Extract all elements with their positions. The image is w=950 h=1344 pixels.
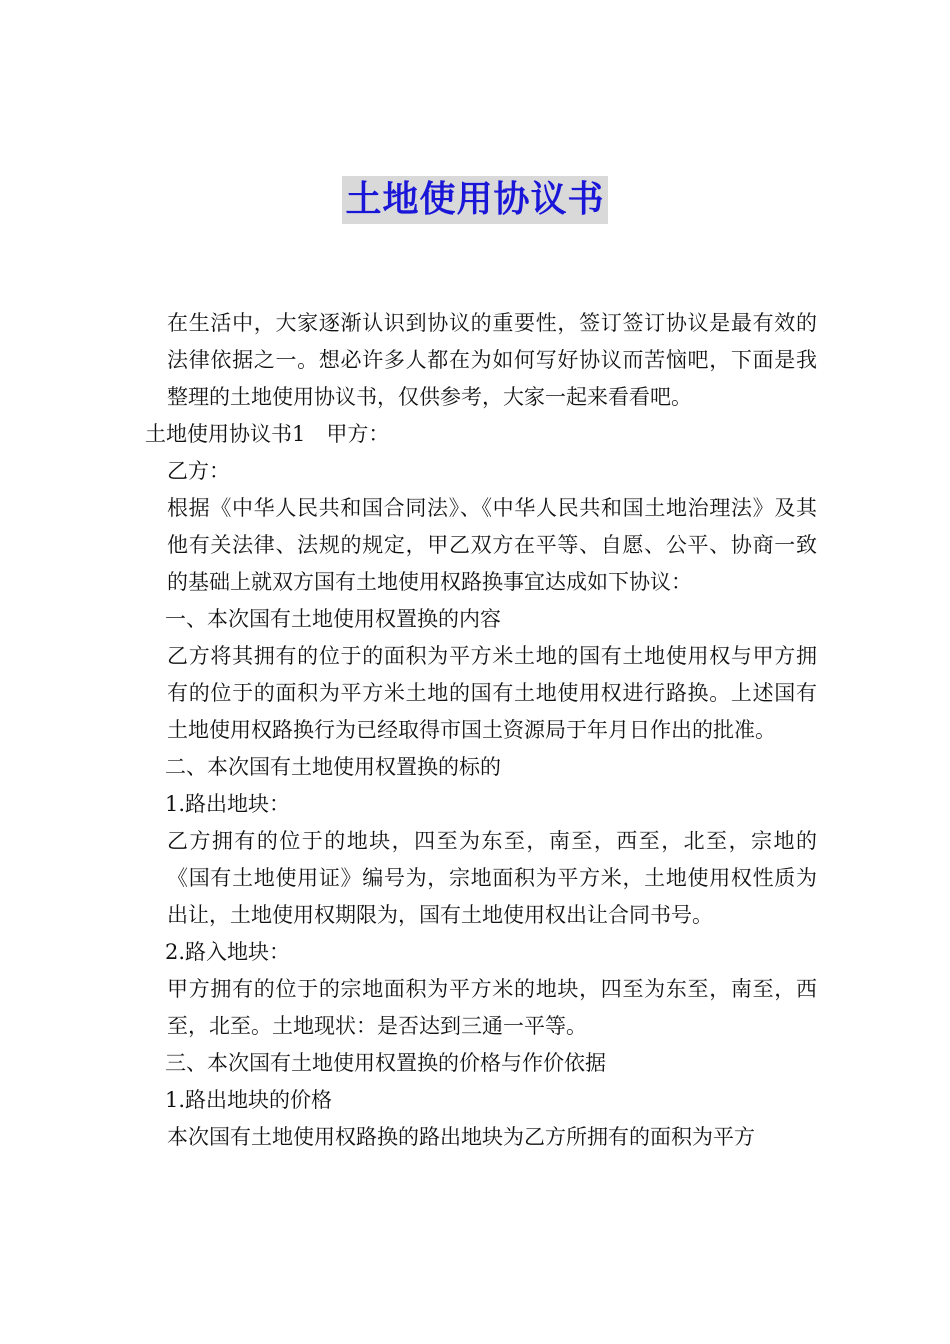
paragraph-intro: 在生活中，大家逐渐认识到协议的重要性，签订签订协议是最有效的法律依据之一。想必许多人都在为如何写好协议而苦恼吧，下面是我整理的土地使用协议书，仅供参考，大家一起来看看吧。 bbox=[167, 311, 817, 409]
document-body bbox=[145, 305, 817, 1156]
paragraph-party-a: 土地使用协议书1 甲方： bbox=[145, 422, 390, 446]
subheading-outgoing-price: 1.路出地块的价格 bbox=[165, 1088, 333, 1112]
paragraph-party-b: 乙方： bbox=[167, 459, 230, 483]
section-heading-1: 一、本次国有土地使用权置换的内容 bbox=[165, 607, 501, 631]
document-title: 土地使用协议书 bbox=[342, 176, 607, 224]
section-heading-3: 三、本次国有土地使用权置换的价格与作价依据 bbox=[165, 1051, 606, 1075]
paragraph-legal-basis: 根据《中华人民共和国合同法》、《中华人民共和国土地治理法》及其他有关法律、法规的规定，甲乙双方在平等、自愿、公平、协商一致的基础上就双方国有土地使用权路换事宜达成如下协议： bbox=[167, 496, 817, 594]
subheading-incoming-plot: 2.路入地块： bbox=[165, 940, 291, 964]
paragraph-exchange-content: 乙方将其拥有的位于的面积为平方米土地的国有土地使用权与甲方拥有的位于的面积为平方米土地的国有土地使用权进行路换。上述国有土地使用权路换行为已经取得市国土资源局于年月日作出的批准。 bbox=[167, 644, 817, 742]
paragraph-outgoing-plot: 乙方拥有的位于的地块，四至为东至，南至，西至，北至，宗地的《国有土地使用证》编号为，宗地面积为平方米，土地使用权性质为出让，土地使用权期限为，国有土地使用权出让合同书号。 bbox=[167, 829, 817, 927]
paragraph-outgoing-price: 本次国有土地使用权路换的路出地块为乙方所拥有的面积为平方 bbox=[167, 1125, 755, 1149]
subheading-outgoing-plot: 1.路出地块： bbox=[165, 792, 291, 816]
section-heading-2: 二、本次国有土地使用权置换的标的 bbox=[165, 755, 501, 779]
title-container bbox=[0, 176, 950, 224]
paragraph-incoming-plot: 甲方拥有的位于的宗地面积为平方米的地块，四至为东至，南至，西至，北至。土地现状：是否达到三通一平等。 bbox=[167, 977, 817, 1038]
